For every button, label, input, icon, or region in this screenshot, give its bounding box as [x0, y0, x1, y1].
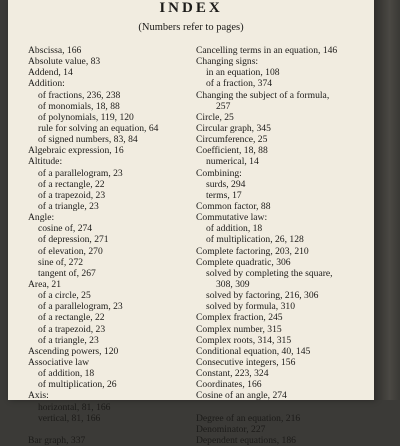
index-entry: Common factor, 88 [196, 200, 271, 212]
index-subentry: of multiplication, 26 [38, 379, 117, 391]
index-entry: Algebraic expression, 16 [28, 145, 124, 157]
index-subentry: solved by completing the square, [206, 267, 333, 279]
index-entry: Complete factoring, 203, 210 [196, 245, 309, 257]
index-subentry: of a rectangle, 22 [38, 178, 105, 190]
index-subentry: of a parallelogram, 23 [38, 167, 123, 179]
index-subentry: of depression, 271 [38, 234, 109, 246]
index-subentry: solved by factoring, 216, 306 [206, 290, 319, 302]
index-subentry: in an equation, 108 [206, 67, 280, 79]
index-entry: Combining: [196, 167, 242, 179]
index-entry: Absolute value, 83 [28, 56, 101, 68]
index-entry: Complex number, 315 [196, 323, 282, 335]
index-subentry: of multiplication, 26, 128 [206, 234, 304, 246]
index-subentry: of a trapezoid, 23 [38, 189, 106, 201]
index-entry: Cancelling terms in an equation, 146 [196, 45, 338, 56]
index-entry: Cosine of an angle, 274 [196, 390, 287, 402]
index-entry: Area, 21 [28, 278, 62, 290]
index-entry: Altitude: [28, 156, 63, 168]
index-entry: Commutative law: [196, 212, 268, 224]
page-title: INDEX [159, 0, 223, 16]
index-entry: Conditional equation, 40, 145 [196, 345, 311, 357]
index-subentry: terms, 17 [206, 189, 242, 201]
index-entry: Degree of an equation, 216 [196, 412, 301, 424]
index-subentry: of addition, 18 [38, 368, 95, 380]
index-subentry: horizontal, 81, 166 [38, 401, 111, 413]
index-entry: Ascending powers, 120 [28, 345, 119, 357]
index-entry: Complete quadratic, 306 [196, 256, 291, 268]
index-entry: Abscissa, 166 [28, 45, 82, 56]
index-entry: Circular graph, 345 [196, 122, 271, 134]
index-entry: Circle, 25 [196, 111, 234, 123]
index-entry: Coefficient, 18, 88 [196, 145, 268, 157]
index-entry: Complex fraction, 245 [196, 312, 283, 324]
index-subentry: of addition, 18 [206, 223, 263, 235]
index-entry: Axis: [28, 390, 49, 402]
index-subentry: numerical, 14 [206, 156, 259, 168]
index-subentry: 257 [216, 100, 231, 112]
index-entry: Addend, 14 [28, 67, 73, 79]
page-edge-shadow [374, 0, 400, 400]
index-subentry: of a parallelogram, 23 [38, 301, 123, 313]
index-subentry: 308, 309 [216, 278, 250, 290]
index-subentry: of elevation, 270 [38, 245, 103, 257]
index-subentry: sine of, 272 [38, 256, 84, 268]
index-subentry: of a fraction, 374 [206, 78, 273, 90]
index-subentry: of a circle, 25 [38, 290, 91, 302]
index-entry: Coordinates, 166 [196, 379, 262, 391]
index-entry: Changing signs: [196, 56, 259, 68]
index-subentry: of polynomials, 119, 120 [38, 111, 134, 123]
index-subentry: of a trapezoid, 23 [38, 323, 106, 335]
page-subtitle: (Numbers refer to pages) [138, 22, 244, 33]
index-subentry: rule for solving an equation, 64 [38, 122, 159, 134]
index-entry: Denominator, 227 [196, 423, 266, 435]
index-column-left [28, 45, 158, 446]
index-entry: Bar graph, 337 [28, 434, 86, 446]
index-subentry: of a rectangle, 22 [38, 312, 105, 324]
index-subentry: vertical, 81, 166 [38, 412, 101, 424]
index-entry: Circumference, 25 [196, 134, 268, 146]
index-subentry: tangent of, 267 [38, 267, 96, 279]
index-entry: Addition: [28, 78, 65, 90]
index-subentry: of a triangle, 23 [38, 334, 99, 346]
index-entry: Changing the subject of a formula, [196, 89, 330, 101]
index-subentry: surds, 294 [206, 178, 246, 190]
index-subentry: cosine of, 274 [38, 223, 93, 235]
index-group-gap [28, 424, 158, 435]
index-subentry: of signed numbers, 83, 84 [38, 134, 138, 146]
index-entry: Constant, 223, 324 [196, 368, 269, 380]
index-subentry: of a triangle, 23 [38, 200, 99, 212]
index-entry: Angle: [28, 212, 55, 224]
index-subentry: of fractions, 236, 238 [38, 89, 121, 101]
index-column-right [196, 45, 337, 446]
index-subentry: solved by formula, 310 [206, 301, 295, 313]
index-entry: Complex roots, 314, 315 [196, 334, 292, 346]
index-group-gap [196, 402, 337, 413]
index-entry: Associative law [28, 356, 90, 368]
index-entry: Dependent equations, 186 [196, 434, 296, 446]
index-entry: Consecutive integers, 156 [196, 356, 296, 368]
book-page [8, 0, 374, 446]
index-subentry: of monomials, 18, 88 [38, 100, 120, 112]
